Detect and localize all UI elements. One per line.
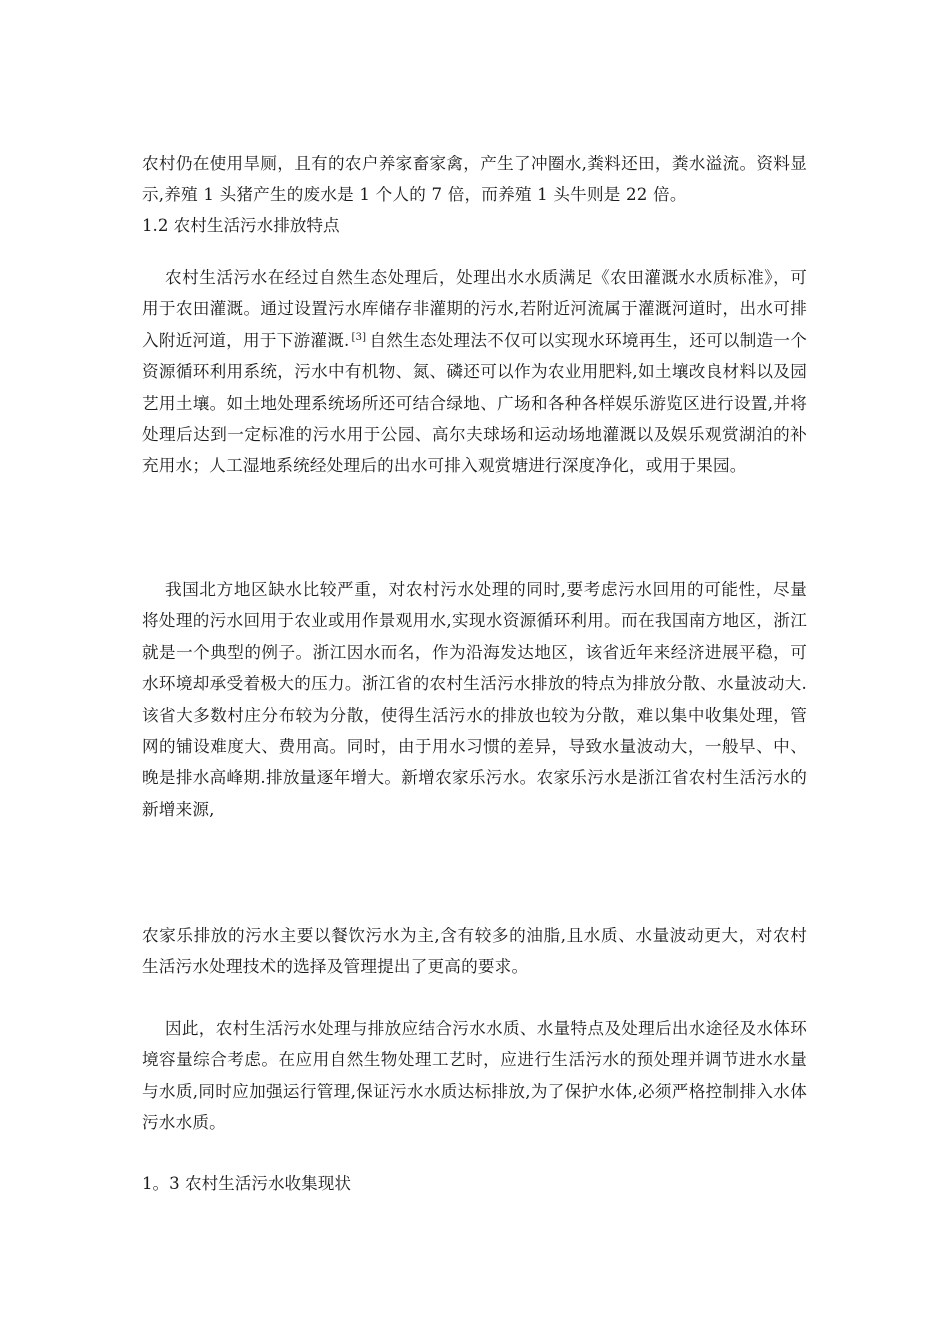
paragraph-1-2-d: 因此，农村生活污水处理与排放应结合污水水质、水量特点及处理后出水途径及水体环境容量综合考虑。在应用自然生物处理工艺时，应进行生活污水的预处理并调节进水水量与水质,同时应加强运行管理,保证污水水质达标排放,为了保护水体,必须严格控制排入水体污水水质。 [142, 1019, 807, 1133]
section-heading-1-3: 1。3 农村生活污水收集现状 [142, 1174, 351, 1193]
paragraph-1-2-a [142, 262, 807, 482]
citation-3: [3] [351, 331, 367, 343]
paragraph-1-2-a-text-1: 农村生活污水在经过自然生态处理后，处理出水水质满足《农田灌溉水水质标准》，可用于农田灌溉。通过设置污水库储存非灌期的污水,若附近河流属于灌溉河道时，出水可排入附近河道，用于下游灌溉. [142, 268, 807, 350]
section-heading-1-2: 1.2 农村生活污水排放特点 [142, 216, 340, 235]
paragraph-1-2-b: 我国北方地区缺水比较严重，对农村污水处理的同时,要考虑污水回用的可能性，尽量将处理的污水回用于农业或用作景观用水,实现水资源循环利用。而在我国南方地区，浙江就是一个典型的例子。浙江因水而名，作为沿海发达地区，该省近年来经济进展平稳，可水环境却承受着极大的压力。浙江省的农村生活污水排放的特点为排放分散、水量波动大.该省大多数村庄分布较为分散，使得生活污水的排放也较为分散，难以集中收集处理，管网的铺设难度大、费用高。同时，由于用水习惯的差异，导致水量波动大，一般早、中、晚是排水高峰期.排放量逐年增大。新增农家乐污水。农家乐污水是浙江省农村生活污水的新增来源, [142, 580, 807, 819]
paragraph-1-2-c: 农家乐排放的污水主要以餐饮污水为主,含有较多的油脂,且水质、水量波动更大，对农村生活污水处理技术的选择及管理提出了更高的要求。 [142, 926, 807, 977]
paragraph-continuation: 农村仍在使用旱厕，且有的农户养家畜家禽，产生了冲圈水,粪料还田，粪水溢流。资料显示,养殖 1 头猪产生的废水是 1 个人的 7 倍，而养殖 1 头牛则是 22 倍。 [142, 154, 807, 205]
paragraph-1-2-a-text-2: 自然生态处理法不仅可以实现水环境再生，还可以制造一个资源循环利用系统，污水中有机物、氮、磷还可以作为农业用肥料,如土壤改良材料以及园艺用土壤。如土地处理系统场所还可结合绿地、广场和各种各样娱乐游览区进行设置,并将处理后达到一定标准的污水用于公园、高尔夫球场和运动场地灌溉以及娱乐观赏湖泊的补充用水；人工湿地系统经处理后的出水可排入观赏塘进行深度净化，或用于果园。 [142, 330, 808, 476]
